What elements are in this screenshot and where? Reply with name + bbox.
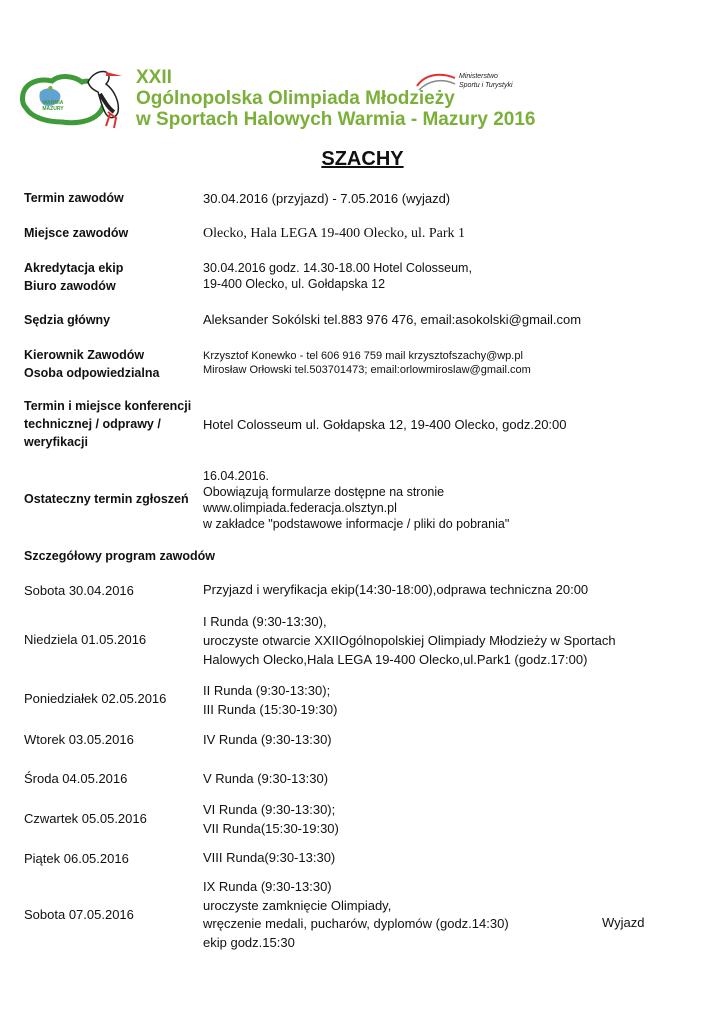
header-title-line2: Ogólnopolska Olimpiada Młodzieży — [136, 88, 455, 109]
sedzia-label: Sędzia główny — [24, 313, 111, 327]
program-line: I Runda (9:30-13:30), — [203, 614, 327, 629]
program-heading: Szczegółowy program zawodów — [24, 549, 215, 563]
program-day: Piątek 06.05.2016 — [24, 851, 129, 866]
ministry-line-2: Sportu i Turystyki — [459, 82, 513, 89]
program-day: Czwartek 05.05.2016 — [24, 811, 147, 826]
program-day: Poniedziałek 02.05.2016 — [24, 691, 167, 706]
program-extra: Wyjazd — [602, 915, 645, 930]
program-line: uroczyste otwarcie XXIIOgólnopolskiej Olimpiady Młodzieży w Sportach — [203, 633, 616, 648]
zgloszenia-value-4: w zakładce "podstawowe informacje / pliki do pobrania" — [203, 517, 510, 531]
konferencja-label-3: weryfikacji — [24, 435, 88, 449]
ministry-logo-icon — [415, 70, 457, 92]
program-line: uroczyste zamknięcie Olimpiady, — [203, 897, 392, 913]
program-day: Środa 04.05.2016 — [24, 771, 128, 786]
program-line: wręczenie medali, pucharów, dyplomów (godz.14:30) — [203, 916, 509, 931]
header-title-line3: w Sportach Halowych Warmia - Mazury 2016 — [136, 109, 536, 130]
konferencja-label-1: Termin i miejsce konferencji — [24, 399, 192, 413]
program-lines — [203, 800, 339, 838]
miejsce-label: Miejsce zawodów — [24, 226, 129, 240]
termin-value: 30.04.2016 (przyjazd) - 7.05.2016 (wyjazd) — [203, 191, 451, 206]
akredytacja-label — [24, 259, 194, 295]
akredytacja-label-1: Akredytacja ekip — [24, 261, 124, 275]
program-lines — [203, 878, 509, 952]
akredytacja-value — [203, 260, 472, 292]
kierownik-value-1: Krzysztof Konewko - tel 606 916 759 mail krzysztofszachy@wp.pl — [203, 350, 523, 362]
kierownik-value-2: Mirosław Orłowski tel.503701473; email:orlowmiroslaw@gmail.com — [203, 364, 531, 376]
akredytacja-value-2: 19-400 Olecko, ul. Gołdapska 12 — [203, 277, 386, 291]
olympiad-logo — [18, 64, 133, 132]
konferencja-label-2: technicznej / odprawy / — [24, 417, 161, 431]
program-day: Niedziela 01.05.2016 — [24, 632, 147, 647]
program-line: IV Runda (9:30-13:30) — [203, 732, 332, 747]
akredytacja-value-1: 30.04.2016 godz. 14.30-18.00 Hotel Colosseum, — [203, 261, 472, 275]
program-line: II Runda (9:30-13:30); — [203, 683, 331, 698]
program-lines — [203, 681, 337, 719]
logo-text: WARMIA MAZURY — [42, 100, 64, 112]
program-line: VIII Runda(9:30-13:30) — [203, 850, 336, 865]
program-line: Przyjazd i weryfikacja ekip(14:30-18:00),odprawa techniczna 20:00 — [203, 582, 589, 597]
miejsce-value: Olecko, Hala LEGA 19-400 Olecko, ul. Park 1 — [203, 226, 466, 241]
program-line: Halowych Olecko,Hala LEGA 19-400 Olecko,ul.Park1 (godz.17:00) — [203, 652, 588, 667]
zgloszenia-value-1: 16.04.2016. — [203, 469, 270, 483]
zgloszenia-value-3: www.olimpiada.federacja.olsztyn.pl — [203, 501, 397, 515]
header-title-xxii: XXII — [136, 67, 172, 88]
page-title: SZACHY — [321, 148, 404, 170]
program-line: IX Runda (9:30-13:30) — [203, 879, 332, 894]
konferencja-label — [24, 397, 204, 451]
zgloszenia-label: Ostateczny termin zgłoszeń — [24, 492, 189, 506]
program-day: Sobota 30.04.2016 — [24, 583, 134, 598]
program-line: III Runda (15:30-19:30) — [203, 702, 338, 717]
program-line: V Runda (9:30-13:30) — [203, 771, 329, 786]
zgloszenia-value-2: Obowiązują formularze dostępne na stronie — [203, 485, 445, 499]
konferencja-value: Hotel Colosseum ul. Gołdapska 12, 19-400 Olecko, godz.20:00 — [203, 417, 567, 432]
kierownik-label-2: Osoba odpowiedzialna — [24, 366, 160, 380]
kierownik-value — [203, 349, 531, 377]
ministry-name — [459, 72, 513, 90]
program-line: VII Runda(15:30-19:30) — [203, 821, 339, 836]
kierownik-label — [24, 346, 194, 382]
sedzia-value: Aleksander Sokólski tel.883 976 476, email:asokolski@gmail.com — [203, 312, 582, 327]
program-day: Wtorek 03.05.2016 — [24, 732, 134, 747]
program-day: Sobota 07.05.2016 — [24, 907, 134, 922]
kierownik-label-1: Kierownik Zawodów — [24, 348, 145, 362]
program-line: VI Runda (9:30-13:30); — [203, 802, 336, 817]
termin-label: Termin zawodów — [24, 191, 124, 205]
program-line: ekip godz.15:30 — [203, 934, 295, 950]
zgloszenia-value — [203, 468, 509, 532]
program-lines — [203, 612, 616, 669]
akredytacja-label-2: Biuro zawodów — [24, 279, 116, 293]
ministry-line-1: Ministerstwo — [459, 73, 498, 80]
